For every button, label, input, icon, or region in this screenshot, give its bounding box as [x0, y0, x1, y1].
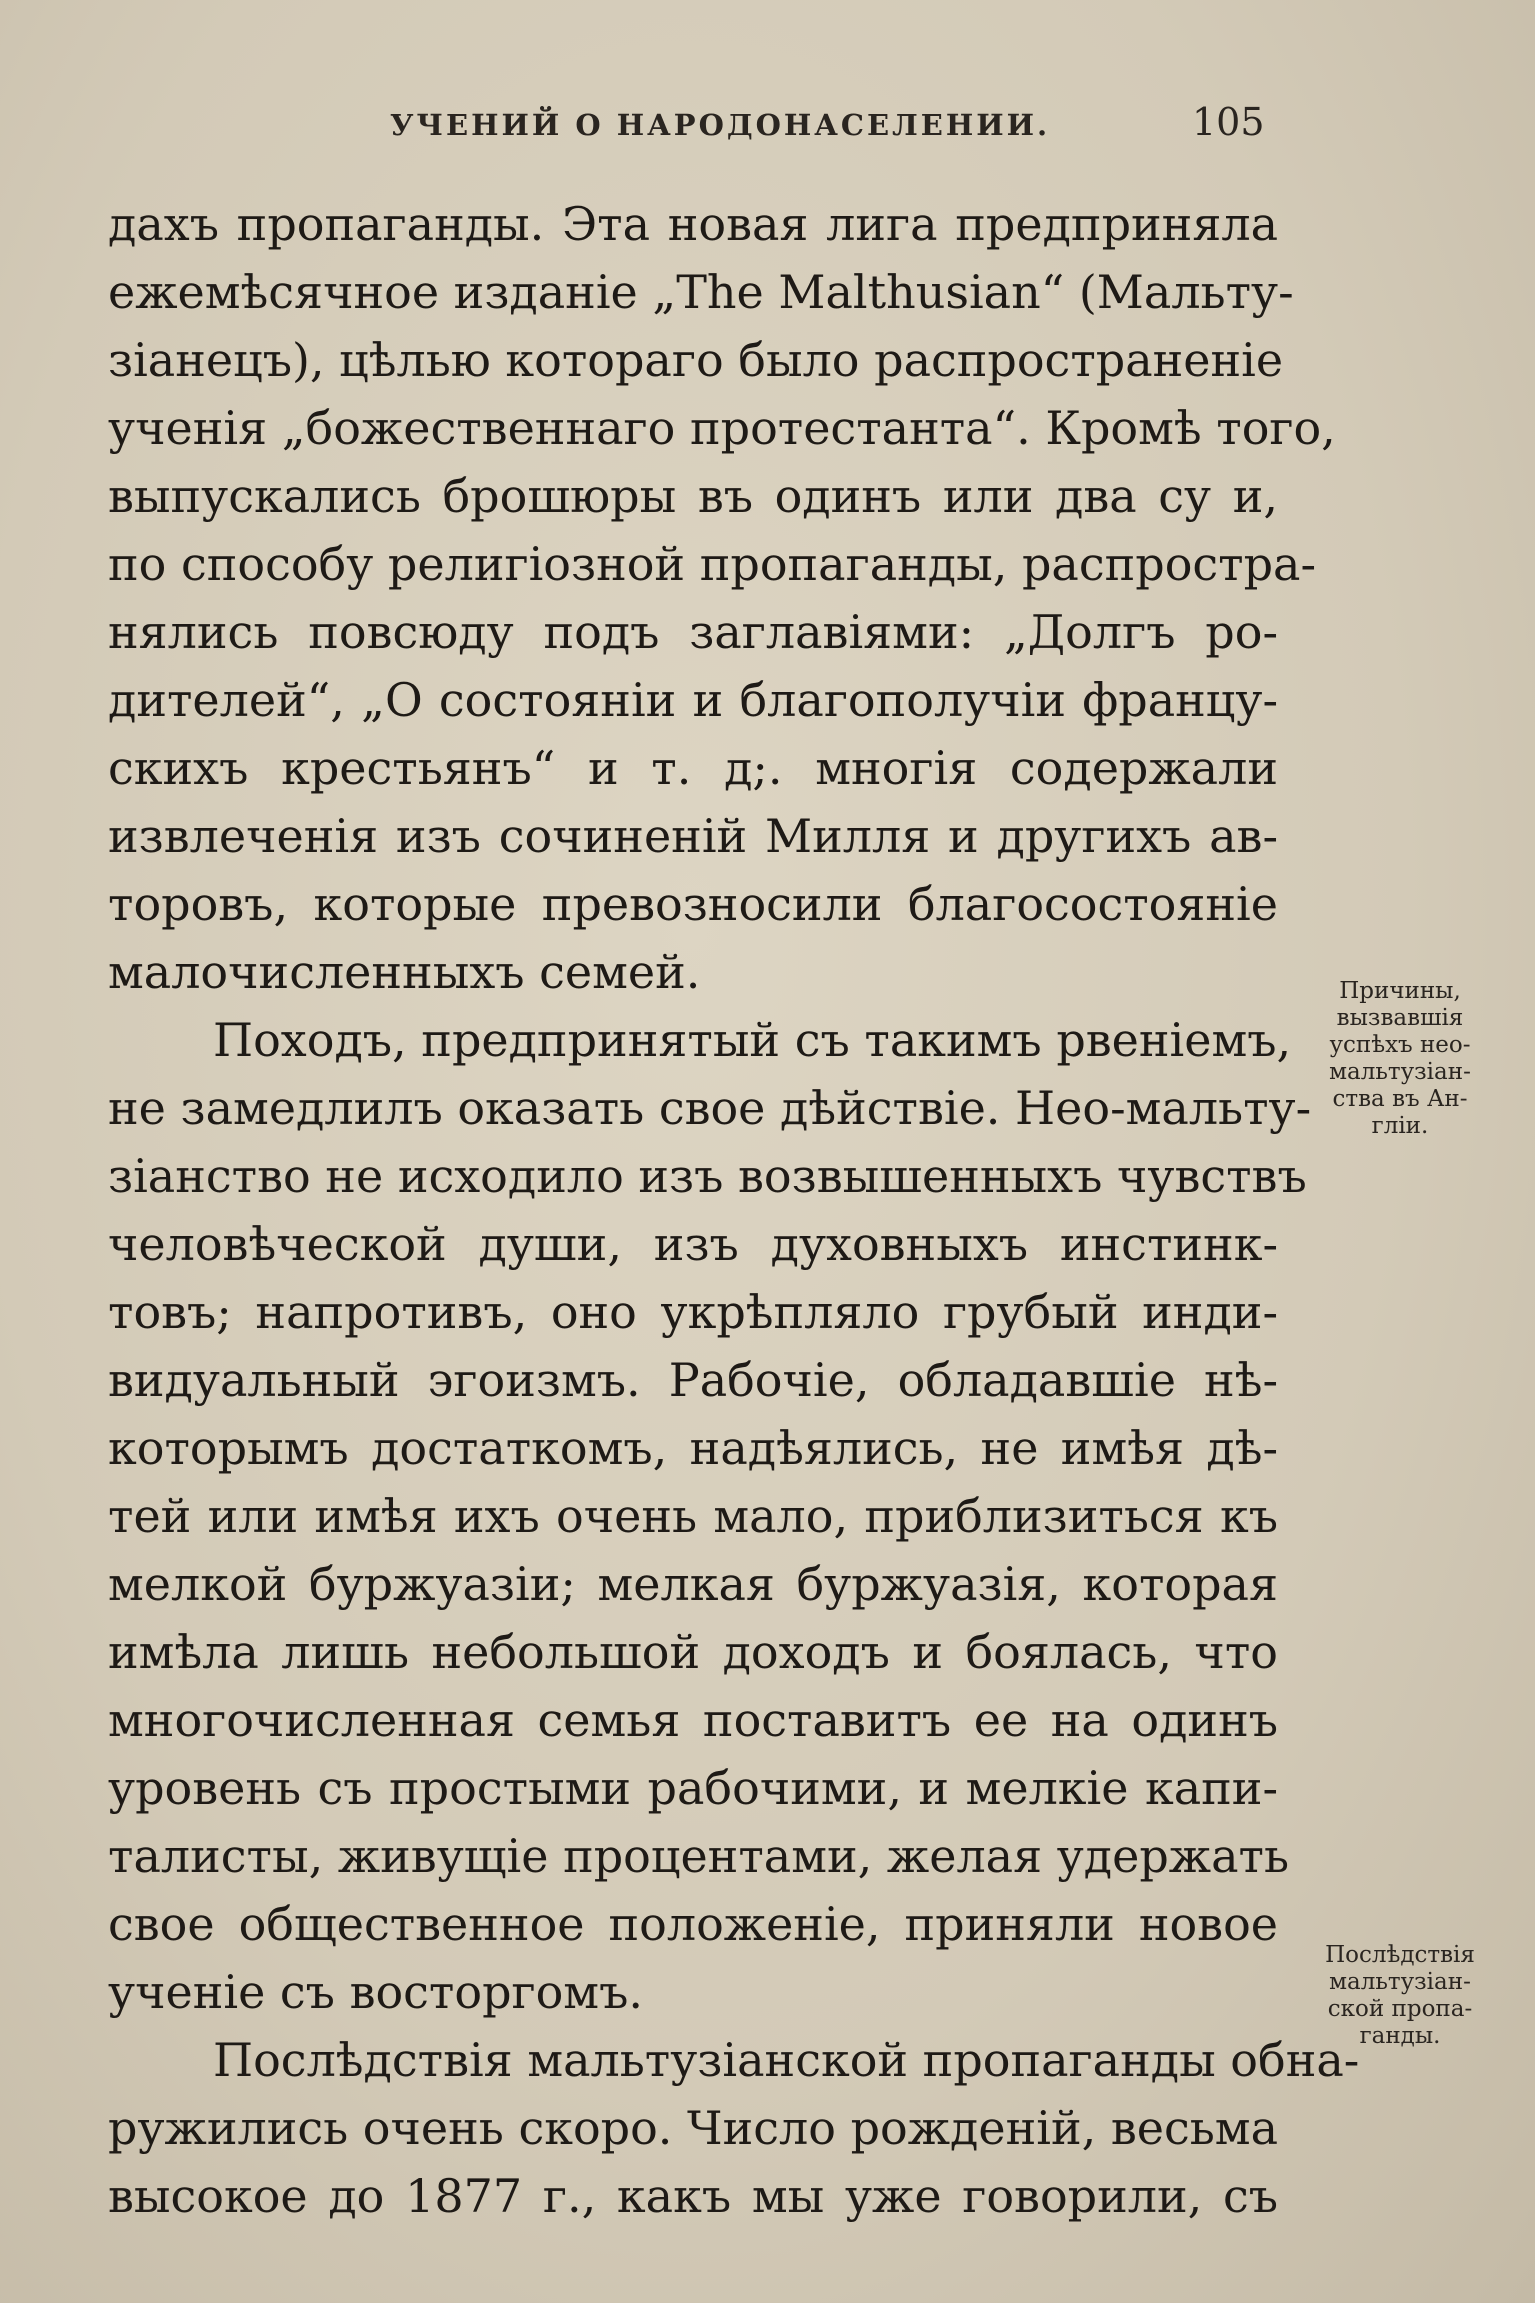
margin-note-line: успѣхъ нео- [1329, 1032, 1471, 1058]
text-line: по способу религiозной пропаганды, распростра- [108, 537, 1317, 591]
text-line: видуальный эгоизмъ. Рабочiе, обладавшiе нѣ- [108, 1353, 1278, 1407]
text-line: выпускались брошюры въ одинъ или два су и, [108, 469, 1278, 523]
text-line: дахъ пропаганды. Эта новая лига предприняла [108, 197, 1278, 251]
margin-note-consequences [1290, 1942, 1510, 2050]
text-line: ежемѣсячное изданiе „The Malthusian“ (Мальту- [108, 265, 1294, 319]
text-line: свое общественное положенiе, приняли новое [108, 1897, 1278, 1951]
margin-note-line: ства въ Ан- [1332, 1086, 1468, 1112]
text-line: не замедлилъ оказать свое дѣйствiе. Нео-мальту- [108, 1081, 1312, 1135]
text-line: торовъ, которые превозносили благосостоянiе [108, 877, 1278, 931]
margin-note-line: вызвавшiя [1336, 1005, 1464, 1031]
margin-note-line: ской пропа- [1327, 1996, 1473, 2022]
text-line: высокое до 1877 г., какъ мы уже говорили, съ [108, 2169, 1278, 2223]
margin-note-line: мальтузiан- [1329, 1969, 1471, 1995]
text-line: многочисленная семья поставитъ ее на одинъ [108, 1693, 1278, 1747]
text-line: товъ; напротивъ, оно укрѣпляло грубый инди- [108, 1285, 1278, 1339]
text-line: которымъ достаткомъ, надѣялись, не имѣя дѣ- [108, 1421, 1278, 1475]
margin-note-causes [1290, 978, 1510, 1140]
text-line: малочисленныхъ семей. [108, 945, 701, 999]
body-text [108, 190, 1360, 2230]
text-line: извлеченiя изъ сочиненiй Милля и другихъ ав- [108, 809, 1278, 863]
margin-note-line: глiи. [1371, 1113, 1429, 1139]
running-head: УЧЕНИЙ О НАРОДОНАСЕЛЕНИИ. [390, 108, 1051, 142]
text-line: ружились очень скоро. Число рожденiй, весьма [108, 2101, 1278, 2155]
text-line: скихъ крестьянъ“ и т. д;. многiя содержали [108, 741, 1278, 795]
text-line: Послѣдствiя мальтузiанской пропаганды обна- [213, 2033, 1360, 2087]
text-line: тей или имѣя ихъ очень мало, приблизиться къ [108, 1489, 1278, 1543]
text-line: имѣла лишь небольшой доходъ и боялась, что [108, 1625, 1278, 1679]
text-line: зiанецъ), цѣлью котораго было распространенiе [108, 333, 1284, 387]
text-line: ученiе съ восторгомъ. [108, 1965, 643, 2019]
text-line: человѣческой души, изъ духовныхъ инстинк- [108, 1217, 1278, 1271]
margin-note-line: ганды. [1359, 2023, 1441, 2049]
text-line: талисты, живущiе процентами, желая удержать [108, 1829, 1290, 1883]
margin-note-line: Послѣдствiя [1325, 1942, 1475, 1968]
text-line: нялись повсюду подъ заглавiями: „Долгъ ро- [108, 605, 1278, 659]
text-line: зiанство не исходило изъ возвышенныхъ чувствъ [108, 1149, 1307, 1203]
text-line: мелкой буржуазiи; мелкая буржуазiя, которая [108, 1557, 1278, 1611]
text-line: уровень съ простыми рабочими, и мелкiе капи- [108, 1761, 1278, 1815]
text-line: ученiя „божественнаго протестанта“. Кромѣ того, [108, 401, 1336, 455]
text-line: дителей“, „О состоянiи и благополучiи францу- [108, 673, 1278, 727]
page-number: 105 [1192, 100, 1265, 144]
text-line: Походъ, предпринятый съ такимъ рвенiемъ, [213, 1013, 1292, 1067]
margin-note-line: мальтузiан- [1329, 1059, 1471, 1085]
margin-note-line: Причины, [1339, 978, 1461, 1004]
